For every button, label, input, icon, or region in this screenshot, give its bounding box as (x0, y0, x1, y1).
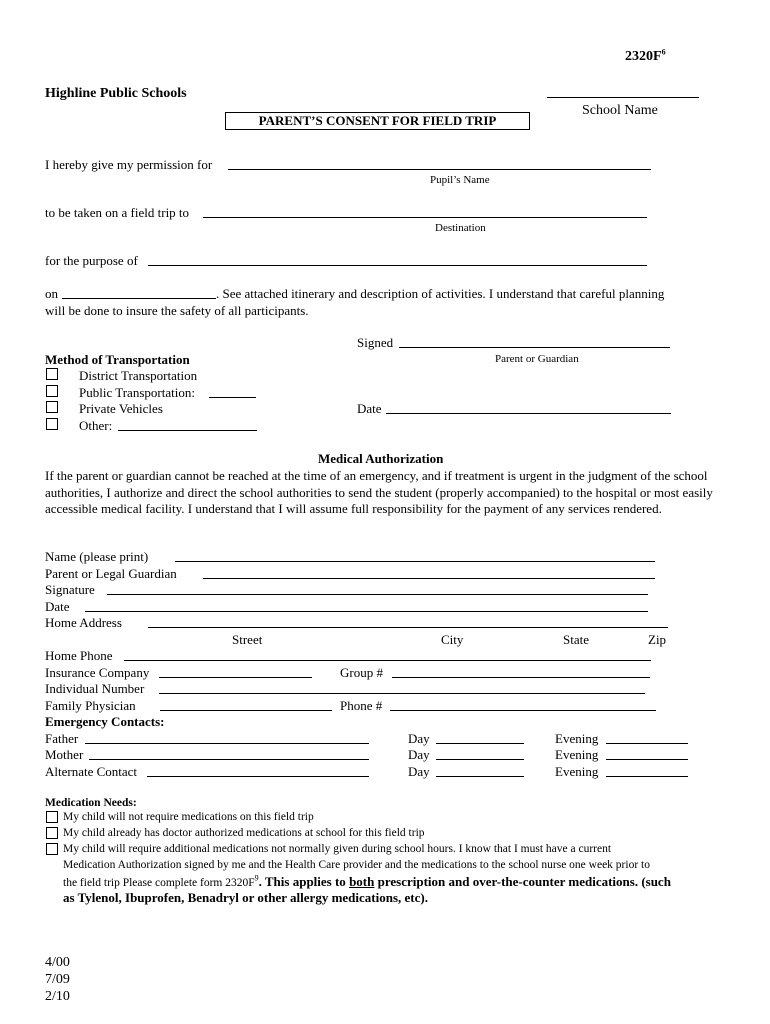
signature-date-line[interactable] (386, 413, 671, 414)
alternate-day-label: Day (408, 764, 430, 779)
emergency-heading: Emergency Contacts: (45, 714, 165, 729)
physician-phone-label: Phone # (340, 698, 383, 713)
home-address-line[interactable] (148, 627, 668, 628)
permission-for-label: I hereby give my permission for (45, 157, 213, 172)
signature-line[interactable] (107, 594, 648, 595)
transport-district-checkbox[interactable] (46, 368, 58, 380)
medication-bold-text-2: prescription and over-the-counter medications. (such (374, 874, 671, 889)
destination-line[interactable] (203, 217, 647, 218)
medication-bold-line2: as Tylenol, Ibuprofen, Benadryl or other allergy medications, etc). (63, 890, 428, 905)
father-day-line[interactable] (436, 743, 524, 744)
signed-label: Signed (357, 335, 394, 350)
contact-father-label: Father (45, 731, 79, 746)
zip-caption: Zip (648, 632, 667, 647)
insurance-line[interactable] (159, 677, 312, 678)
transport-private-label: Private Vehicles (79, 401, 163, 416)
state-caption: State (563, 632, 589, 647)
group-label: Group # (340, 665, 383, 680)
home-phone-line[interactable] (124, 660, 651, 661)
mother-evening-label: Evening (555, 747, 599, 762)
revision-date: 2/10 (45, 989, 70, 1004)
signed-line[interactable] (399, 347, 670, 348)
home-phone-label: Home Phone (45, 648, 113, 663)
medication-additional-line3 (63, 875, 671, 890)
individual-number-label: Individual Number (45, 681, 145, 696)
father-evening-line[interactable] (606, 743, 688, 744)
contact-father-line[interactable] (85, 743, 369, 744)
trip-date-line[interactable] (62, 298, 216, 299)
signature-label: Signature (45, 582, 95, 597)
transport-other-checkbox[interactable] (46, 418, 58, 430)
itinerary-text: . See attached itinerary and description of activities. I understand that careful planning (216, 286, 665, 301)
medication-bold-text-1: . This applies to (258, 874, 350, 889)
purpose-line[interactable] (148, 265, 647, 266)
father-evening-label: Evening (555, 731, 599, 746)
revision-date: 7/09 (45, 972, 70, 987)
pupil-name-line[interactable] (228, 169, 651, 170)
medication-bold-both: both (349, 874, 375, 889)
signature-date-label: Date (357, 401, 382, 416)
school-name-line[interactable] (547, 97, 699, 98)
home-address-label: Home Address (45, 615, 122, 630)
family-physician-line[interactable] (160, 710, 332, 711)
alternate-day-line[interactable] (436, 776, 524, 777)
contact-alternate-line[interactable] (147, 776, 369, 777)
guardian-line[interactable] (203, 578, 655, 579)
transportation-heading: Method of Transportation (45, 352, 190, 367)
date-line[interactable] (85, 611, 648, 612)
field-trip-to-label: to be taken on a field trip to (45, 205, 190, 220)
contact-alternate-label: Alternate Contact (45, 764, 138, 779)
medication-additional-line2: Medication Authorization signed by me and the Health Care provider and the medications to the school nurse one week prior to (63, 859, 650, 871)
school-name-label: School Name (582, 103, 658, 118)
city-caption: City (441, 632, 464, 647)
form-title: PARENT’S CONSENT FOR FIELD TRIP (225, 112, 530, 130)
father-day-label: Day (408, 731, 430, 746)
medication-none-label: My child will not require medications on this field trip (63, 811, 314, 823)
medical-paragraph: If the parent or guardian cannot be reached at the time of an emergency, and if treatment is urgent in the judgment of the school authorities, I authorize and direct the school authorities to send the student (properly accompanied) to the hospital or most easily accessible medical facility. I understand that I will assume full responsibility for the payment of any services rendered. (45, 468, 713, 516)
medication-additional-label: My child will require additional medications not normally given during school hours. I know that I must have a current (63, 843, 612, 855)
mother-day-label: Day (408, 747, 430, 762)
form-number-superscript: 6 (661, 47, 666, 57)
transport-other-label: Other: (79, 418, 113, 433)
mother-evening-line[interactable] (606, 759, 688, 760)
medical-heading: Medical Authorization (318, 451, 444, 466)
name-line[interactable] (175, 561, 655, 562)
transport-public-line[interactable] (209, 397, 256, 398)
parent-guardian-caption: Parent or Guardian (495, 353, 579, 365)
mother-day-line[interactable] (436, 759, 524, 760)
medication-none-checkbox[interactable] (46, 811, 58, 823)
contact-mother-line[interactable] (89, 759, 369, 760)
form-reference-superscript: 9 (254, 873, 259, 883)
complete-form-text: the field trip Please complete form 2320F (63, 877, 255, 889)
family-physician-label: Family Physician (45, 698, 136, 713)
guardian-label: Parent or Legal Guardian (45, 566, 177, 581)
itinerary-text-continued: will be done to insure the safety of all participants. (45, 303, 309, 318)
street-caption: Street (232, 632, 263, 647)
medication-authorized-label: My child already has doctor authorized medications at school for this field trip (63, 827, 425, 839)
revision-date: 4/00 (45, 955, 70, 970)
medication-additional-checkbox[interactable] (46, 843, 58, 855)
name-label: Name (please print) (45, 549, 149, 564)
physician-phone-line[interactable] (390, 710, 656, 711)
transport-public-label: Public Transportation: (79, 385, 195, 400)
pupil-name-caption: Pupil’s Name (430, 174, 490, 186)
alternate-evening-label: Evening (555, 764, 599, 779)
group-line[interactable] (392, 677, 650, 678)
contact-mother-label: Mother (45, 747, 84, 762)
date-label: Date (45, 599, 70, 614)
individual-number-line[interactable] (159, 693, 645, 694)
destination-caption: Destination (435, 222, 486, 234)
insurance-label: Insurance Company (45, 665, 150, 680)
form-number: $2320F^6$ (625, 47, 666, 64)
purpose-label: for the purpose of (45, 253, 138, 268)
transport-public-checkbox[interactable] (46, 385, 58, 397)
transport-district-label: District Transportation (79, 368, 198, 383)
transport-other-line[interactable] (118, 430, 257, 431)
transport-private-checkbox[interactable] (46, 401, 58, 413)
medication-heading: Medication Needs: (45, 797, 137, 809)
district-name: Highline Public Schools (45, 86, 187, 101)
on-label: on (45, 286, 58, 301)
alternate-evening-line[interactable] (606, 776, 688, 777)
medication-authorized-checkbox[interactable] (46, 827, 58, 839)
